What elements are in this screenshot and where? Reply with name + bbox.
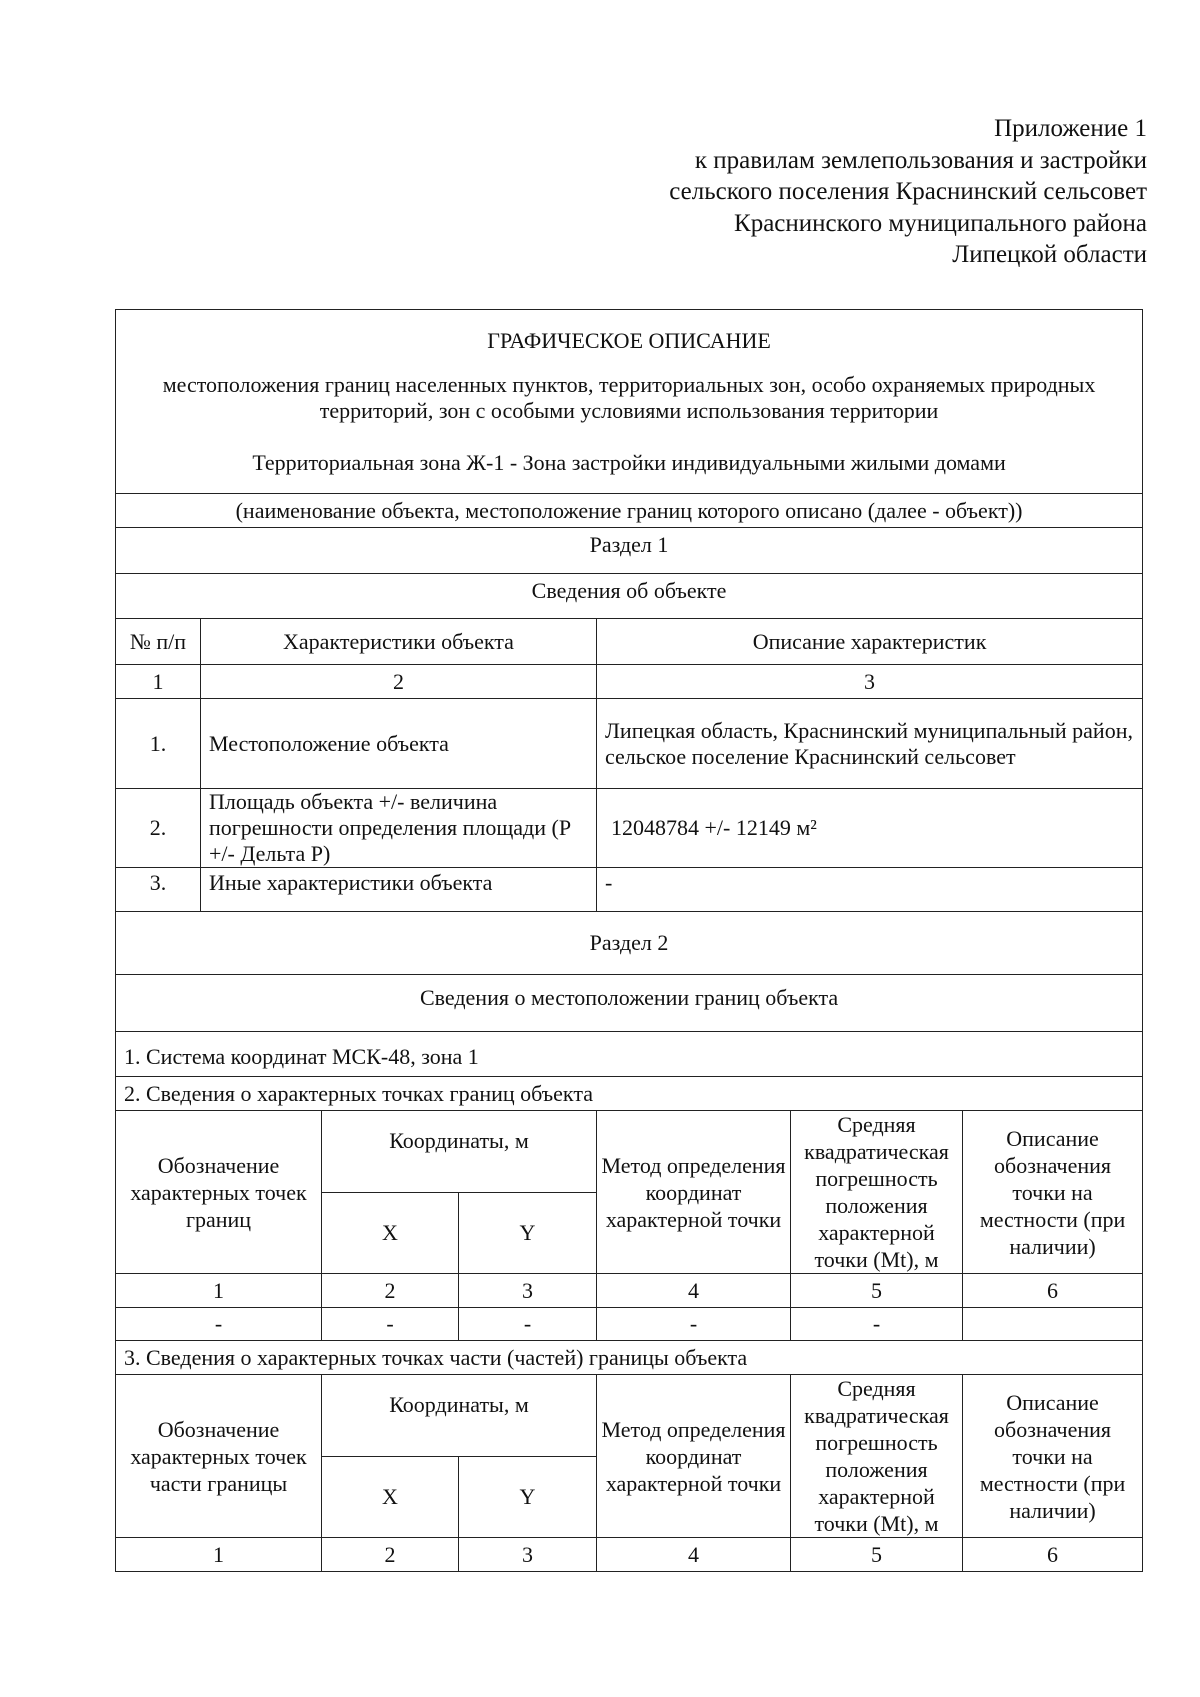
col-point-description: Описание обозначения точки на местности (при наличии): [963, 1375, 1143, 1538]
appendix-line: Краснинского муниципального района: [734, 209, 1147, 237]
points-heading: 2. Сведения о характерных точках границ объекта: [116, 1077, 1143, 1111]
col-x: X: [322, 1456, 459, 1538]
point-cell: [963, 1308, 1143, 1341]
section2-subheading: Сведения о местоположении границ объекта: [116, 975, 1143, 1032]
object-caption: (наименование объекта, местоположение границ которого описано (далее - объект)): [116, 494, 1143, 528]
col-point-description: Описание обозначения точки на местности (при наличии): [963, 1111, 1143, 1274]
col-number: 6: [963, 1274, 1143, 1308]
coordinate-system: 1. Система координат МСК-48, зона 1: [116, 1032, 1143, 1077]
col-number: 2: [322, 1274, 459, 1308]
characteristic-name: Площадь объекта +/- величина погрешности определения площади (P +/- Дельта P): [201, 789, 597, 868]
row-number: 3.: [116, 868, 201, 912]
graphic-description-table: [115, 309, 1143, 1572]
col-coordinates: Координаты, м: [322, 1375, 597, 1457]
document-subtitle: местоположения границ населенных пунктов, территориальных зон, особо охраняемых природных территорий, зон с особыми условиями использования территории: [162, 372, 1096, 423]
col-error: Средняя квадратическая погрешность положения характерной точки (Mt), м: [791, 1111, 963, 1274]
col-y: Y: [459, 1456, 597, 1538]
characteristic-value: -: [597, 868, 1143, 912]
col-header-description: Описание характеристик: [597, 619, 1143, 665]
section1-heading: Раздел 1: [116, 528, 1143, 574]
col-error: Средняя квадратическая погрешность положения характерной точки (Mt), м: [791, 1375, 963, 1538]
appendix-line: Липецкой области: [952, 241, 1147, 268]
col-number: 4: [597, 1538, 791, 1572]
point-cell: -: [597, 1308, 791, 1341]
characteristic-value: 12048784 +/- 12149 м²: [597, 789, 1143, 868]
col-method: Метод определения координат характерной точки: [597, 1375, 791, 1538]
col-method: Метод определения координат характерной точки: [597, 1111, 791, 1274]
col-y: Y: [459, 1192, 597, 1274]
col-number: 3: [459, 1274, 597, 1308]
row-number: 1.: [116, 699, 201, 789]
point-cell: -: [459, 1308, 597, 1341]
col-number: 1: [116, 665, 201, 699]
col-number: 3: [459, 1538, 597, 1572]
parts-heading: 3. Сведения о характерных точках части (частей) границы объекта: [116, 1341, 1143, 1375]
appendix-line: сельского поселения Краснинский сельсовет: [669, 178, 1147, 205]
characteristic-name: Иные характеристики объекта: [201, 868, 597, 912]
col-header-characteristics: Характеристики объекта: [201, 619, 597, 665]
point-cell: -: [791, 1308, 963, 1341]
zone-name: Территориальная зона Ж-1 - Зона застройки индивидуальными жилыми домами: [252, 450, 1006, 475]
col-x: X: [322, 1192, 459, 1274]
characteristic-name: Местоположение объекта: [201, 699, 597, 789]
document-title: ГРАФИЧЕСКОЕ ОПИСАНИЕ: [487, 328, 771, 353]
col-number: 6: [963, 1538, 1143, 1572]
appendix-line: к правилам землепользования и застройки: [694, 146, 1147, 174]
col-number: 1: [116, 1538, 322, 1572]
col-number: 4: [597, 1274, 791, 1308]
col-point-designation: Обозначение характерных точек границ: [116, 1111, 322, 1274]
section2-heading: Раздел 2: [116, 912, 1143, 975]
col-number: 2: [201, 665, 597, 699]
col-number: 3: [597, 665, 1143, 699]
section1-subheading: Сведения об объекте: [116, 574, 1143, 619]
col-header-number: № п/п: [116, 619, 201, 665]
col-number: 5: [791, 1274, 963, 1308]
point-cell: -: [322, 1308, 459, 1341]
row-number: 2.: [116, 789, 201, 868]
col-part-designation: Обозначение характерных точек части границы: [116, 1375, 322, 1538]
appendix-line: Приложение 1: [994, 115, 1147, 142]
document-heading-cell: [116, 310, 1143, 494]
point-cell: -: [116, 1308, 322, 1341]
characteristic-value: Липецкая область, Краснинский муниципальный район, сельское поселение Краснинский сельсовет: [597, 699, 1143, 789]
col-number: 2: [322, 1538, 459, 1572]
col-coordinates: Координаты, м: [322, 1111, 597, 1193]
col-number: 5: [791, 1538, 963, 1572]
col-number: 1: [116, 1274, 322, 1308]
appendix-header: [500, 113, 1147, 271]
